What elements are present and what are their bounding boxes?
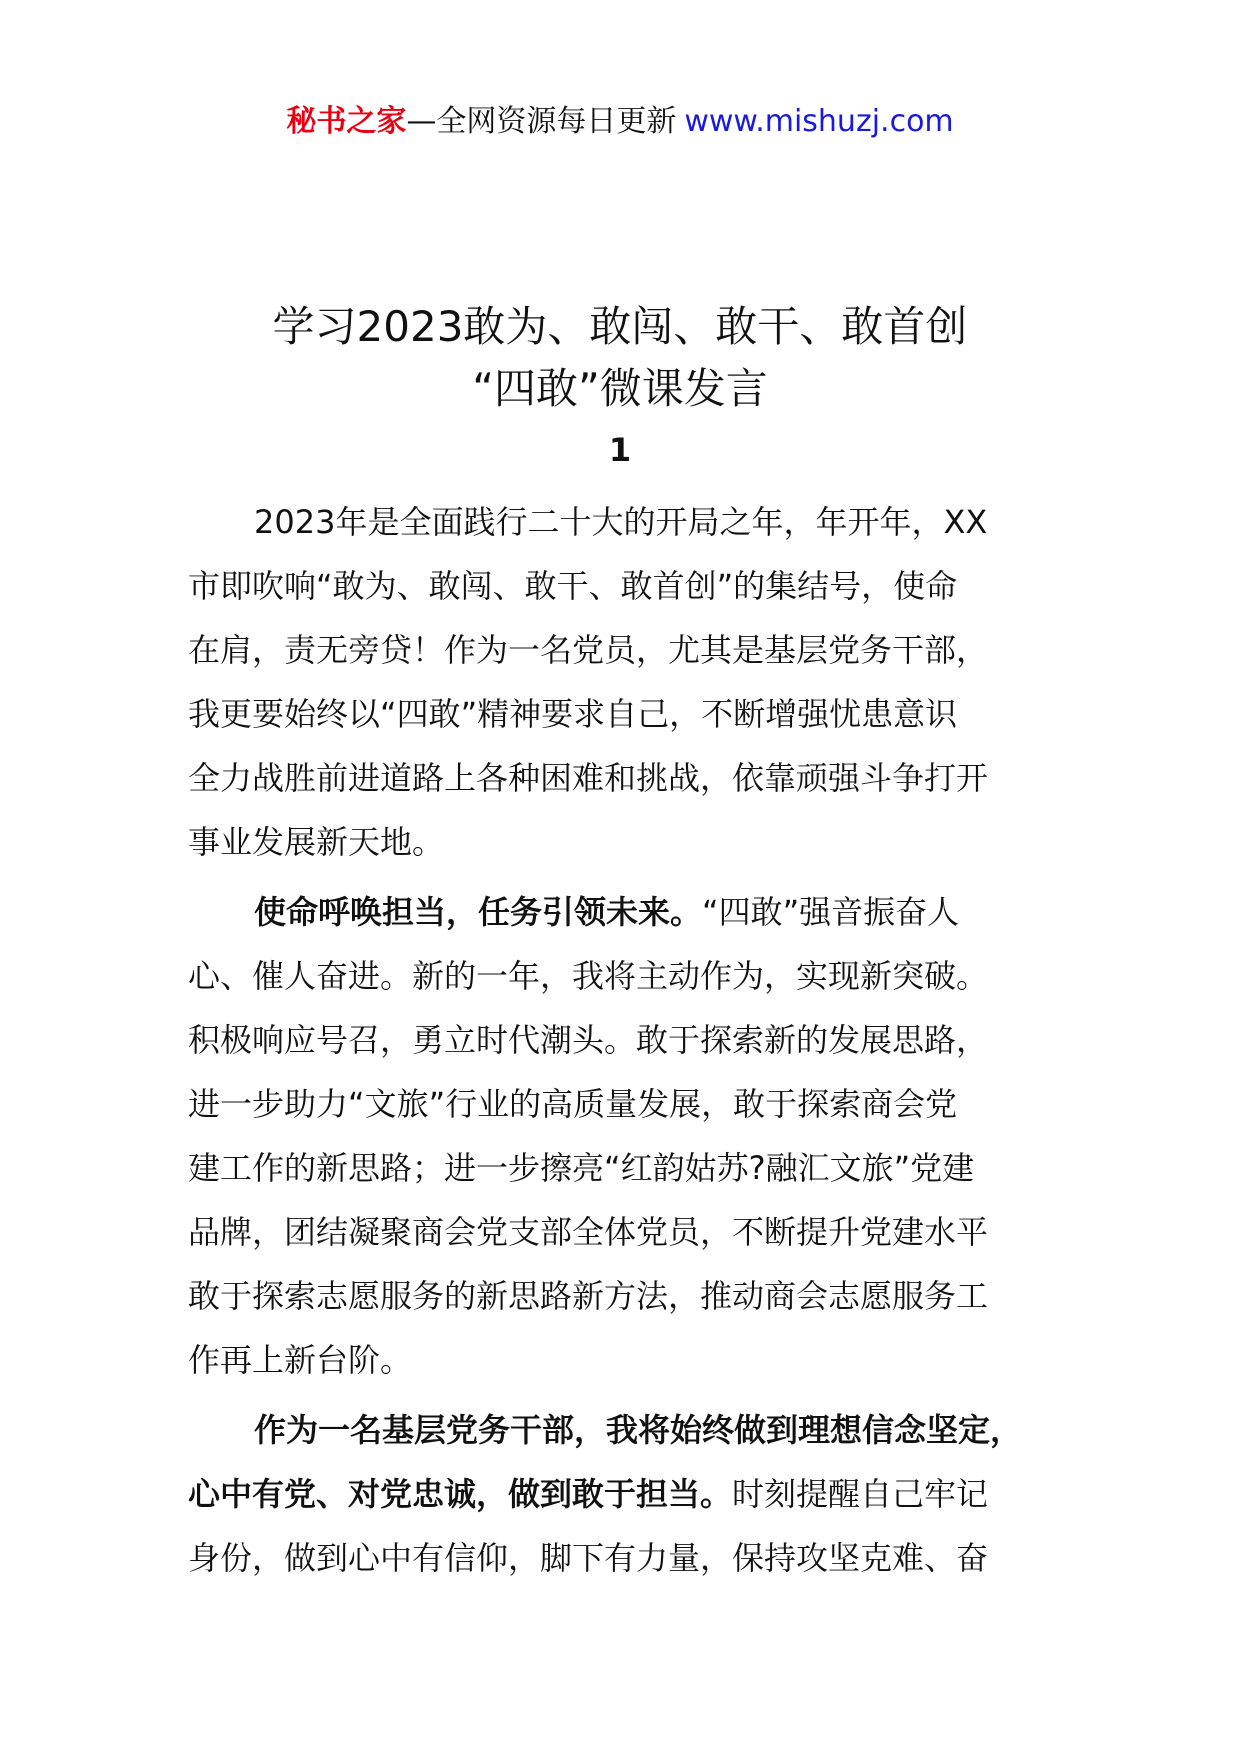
- paragraph-line: [188, 1264, 1060, 1328]
- line-text: 身份，做到心中有信仰，脚下有力量，保持攻坚克难、奋: [188, 1539, 989, 1577]
- line-text: 事业发展新天地。: [188, 823, 445, 861]
- line-bold-text: 使命呼唤担当，任务引领未来。: [254, 893, 703, 931]
- line-bold-text: 作为一名基层党务干部，我将始终做到理想信念坚定，: [254, 1411, 1023, 1449]
- paragraph-line: [188, 1328, 1060, 1392]
- paragraph-line: [188, 1462, 1060, 1526]
- site-header: [0, 100, 1240, 144]
- paragraph-line: [188, 944, 1060, 1008]
- line-text: 我更要始终以“四敢”精神要求自己，不断增强忧患意识: [188, 695, 958, 733]
- line-text: 在肩，责无旁贷！作为一名党员，尤其是基层党务干部，: [188, 631, 989, 669]
- line-text: 心、催人奋进。新的一年，我将主动作为，实现新突破。: [188, 957, 989, 995]
- paragraph-line: [188, 810, 1060, 874]
- paragraph-line: [188, 1008, 1060, 1072]
- line-text: 敢于探索志愿服务的新思路新方法，推动商会志愿服务工: [188, 1277, 989, 1315]
- line-text: 积极响应号召，勇立时代潮头。敢于探索新的发展思路，: [188, 1021, 989, 1059]
- header-tagline: 全网资源每日更新: [436, 104, 677, 139]
- line-text: “四敢”强音振奋人: [702, 893, 960, 931]
- paragraph-1: [188, 490, 1060, 874]
- paragraph-line: [188, 1526, 1060, 1590]
- section-number: 1: [608, 431, 632, 469]
- title-line-2: “四敢”微课发言: [472, 364, 768, 413]
- paragraph-line: [188, 618, 1060, 682]
- paragraph-line: [188, 682, 1060, 746]
- line-text: 市即吹响“敢为、敢闯、敢干、敢首创”的集结号，使命: [188, 567, 958, 605]
- line-text: 进一步助力“文旅”行业的高质量发展，敢于探索商会党: [188, 1085, 958, 1123]
- line-text: 建工作的新思路；进一步擦亮“红韵姑苏?融汇文旅”党建: [188, 1149, 975, 1187]
- line-text: 作再上新台阶。: [188, 1341, 413, 1379]
- header-separator: —: [406, 104, 437, 139]
- paragraph-line: [188, 746, 1060, 810]
- paragraph-2: [188, 880, 1060, 1392]
- paragraph-line: [188, 1072, 1060, 1136]
- line-bold-text: 心中有党、对党忠诚，做到敢于担当。: [188, 1475, 733, 1513]
- brand-name: 秘书之家: [286, 104, 407, 139]
- line-text: 全力战胜前进道路上各种困难和挑战，依靠顽强斗争打开: [188, 759, 989, 797]
- line-text: 品牌，团结凝聚商会党支部全体党员，不断提升党建水平: [188, 1213, 989, 1251]
- paragraph-line: [188, 880, 1060, 944]
- paragraph-line: [188, 490, 1060, 554]
- paragraph-line: [188, 1398, 1060, 1462]
- site-url-link[interactable]: www.mishuzj.com: [684, 104, 954, 139]
- paragraph-line: [188, 1136, 1060, 1200]
- document-title: [0, 296, 1240, 420]
- title-line-1: 学习2023敢为、敢闯、敢干、敢首创: [272, 302, 968, 351]
- paragraph-line: [188, 1200, 1060, 1264]
- line-text: 2023年是全面践行二十大的开局之年，年开年，XX: [254, 503, 988, 541]
- paragraph-3: [188, 1398, 1060, 1590]
- line-text: 时刻提醒自己牢记: [732, 1475, 989, 1513]
- document-body: [188, 490, 1060, 1596]
- paragraph-line: [188, 554, 1060, 618]
